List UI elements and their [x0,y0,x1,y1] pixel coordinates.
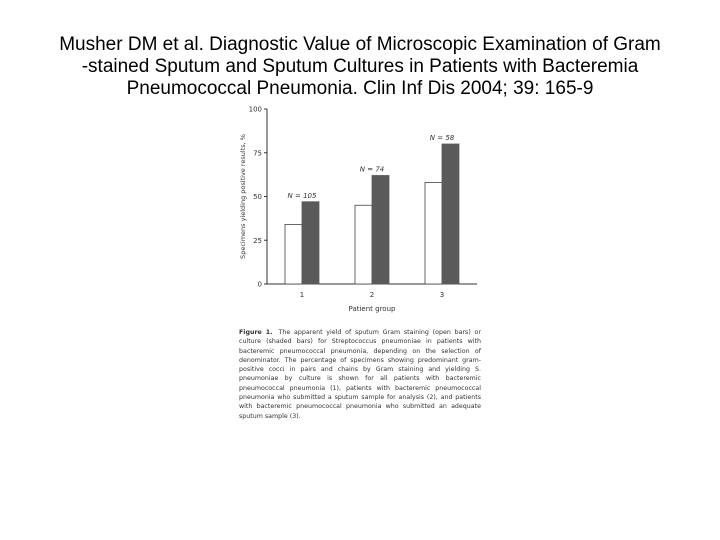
n-annotation: N = 74 [359,165,385,174]
gram-stain-bar [355,205,372,284]
y-tick-label: 75 [253,149,262,158]
y-tick-label: 100 [248,105,262,114]
n-annotation: N = 105 [287,191,317,200]
culture-bar [372,176,389,285]
bar-chart [230,100,490,320]
figure-caption [239,328,481,421]
y-axis-label: Specimens yielding positive results, % [239,134,247,259]
gram-stain-bar [425,183,442,285]
y-tick-label: 25 [253,236,262,245]
figure-label: Figure 1. [239,329,273,336]
figure-caption-text: The apparent yield of sputum Gram staining (open bars) or culture (shaded bars) for Streptococcus pneumoniae in patients with bacteremic pneumococcal pneumonia, depending on the selection of denominator. The percentage of specimens showing predominant gram-positive cocci in pairs and chains by Gram staining and yielding S. pneumoniae by culture is shown for all patients with bacteremic pneumococcal pneumonia (1), patients with bacteremic pneumococcal pneumonia who submitted a sputum sample for analysis (2), and patients with bacteremic pneumococcal pneumonia who submitted an adequate sputum sample (3). [239,329,482,420]
culture-bar [302,202,319,284]
title-line: -stained Sputum and Sputum Cultures in Patients with Bacteremia [81,56,639,77]
y-tick-label: 50 [253,193,262,201]
n-annotation: N = 58 [429,134,455,142]
culture-bar [442,144,459,284]
y-tick-label: 0 [257,280,262,289]
x-tick-label: 3 [439,291,445,299]
x-tick-label: 2 [369,291,375,299]
title-line: Pneumococcal Pneumonia. Clin Inf Dis 2004; 39: 165-9 [126,78,594,99]
gram-stain-bar [285,225,302,285]
x-axis-label: Patient group [348,305,396,313]
title-line: Musher DM et al. Diagnostic Value of Microscopic Examination of Gram [59,34,661,55]
slide-title [20,34,700,100]
x-tick-label: 1 [299,291,305,299]
